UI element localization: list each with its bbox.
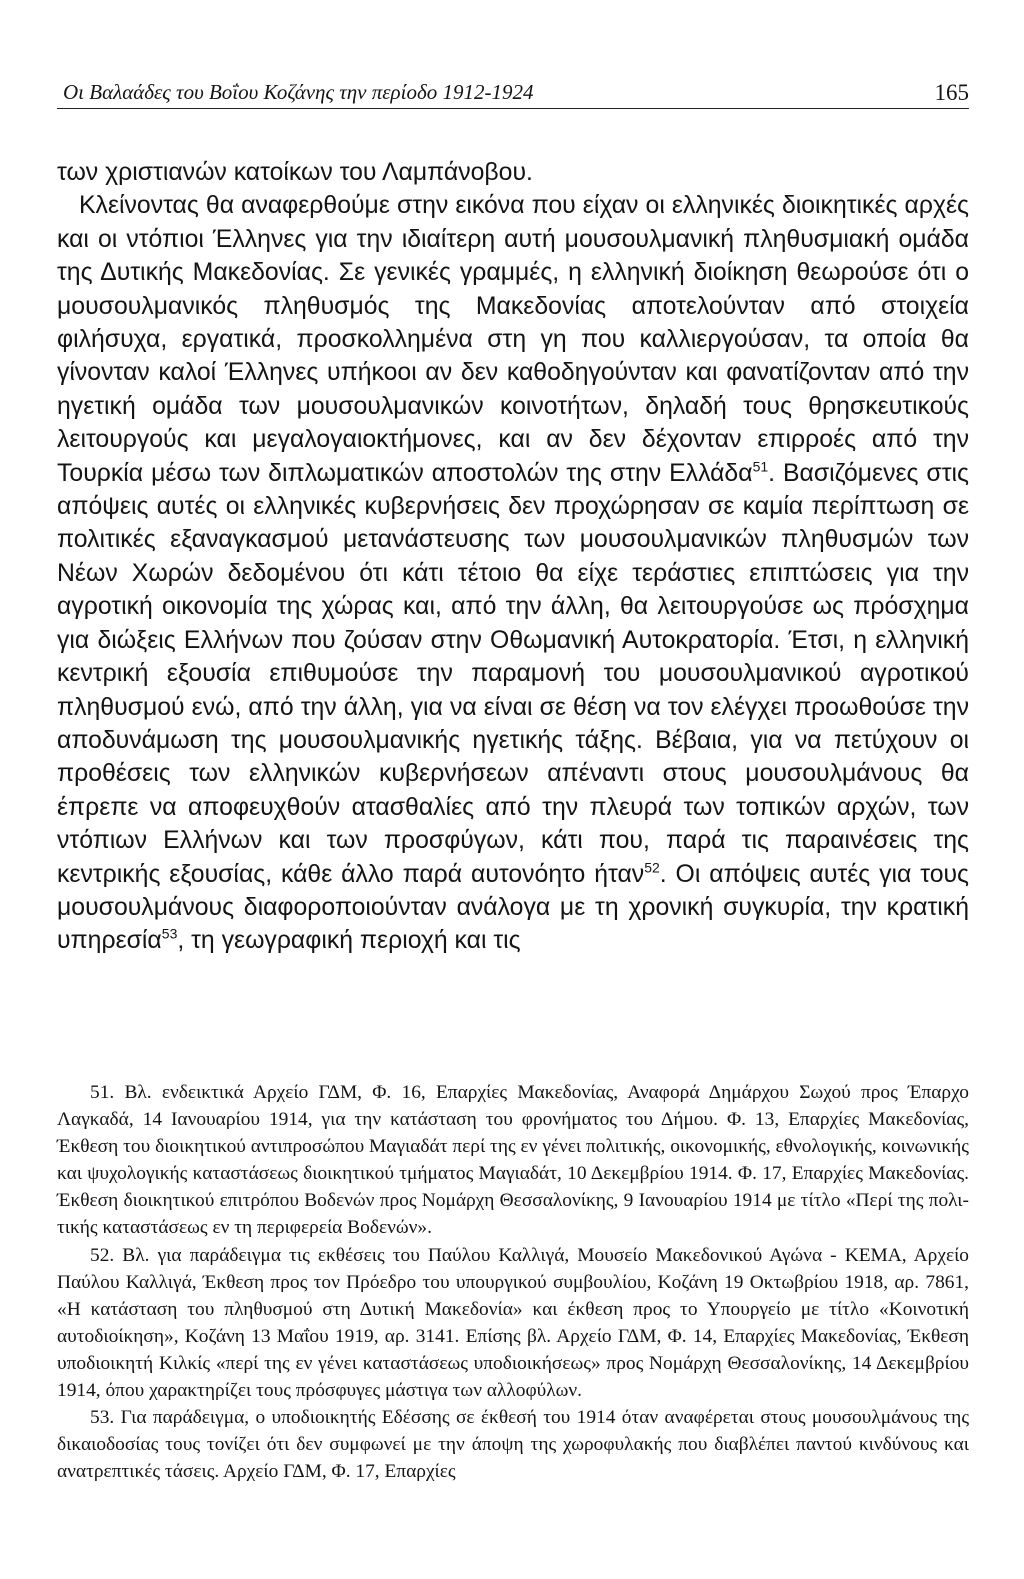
footnote-52: 52. Βλ. για παράδειγμα τις εκθέσεις του Παύλου Καλλιγά, Μουσείο Μακεδονικού Αγώνα - ΚΕΜΑ, Αρχείο Παύλου Καλλιγά, Έκθεση προς τον Πρόεδρο του υπουργικού συμβουλίου, Κοζάνη 19 Οκτωβρίου 1918, αρ. 7861, «Η κατάσταση του πληθυσμού στη Δυτική Μακεδονία» και έκθεση προς το Υπουργείο με τίτλο «Κοινοτική αυτοδιοίκηση», Κοζάνη 13 Μαΐου 1919, αρ. 3141. Επίσης βλ. Αρχείο ΓΔΜ, Φ. 14, Επαρχίες Μακεδονίας, Έκθεση υποδιοικητή Κιλκίς «περί της εν γένει καταστάσεως υποδιοικήσεως» προς Νομάρχη Θεσσαλονίκης, 14 Δεκεμβρίου 1914, όπου χαρακτηρίζει τους πρόσφυγες μάστιγα των αλλοφύλων. <box>57 1244 969 1402</box>
footnote-ref-53[interactable]: 53 <box>161 926 178 943</box>
header-rule <box>57 108 969 109</box>
paragraph-text: , τη γεωγραφική περιοχή και τις <box>177 927 521 955</box>
footnote-53: 53. Για παράδειγμα, ο υποδιοικητής Εδέσσης σε έκθεσή του 1914 όταν αναφέρεται στους μουσουλμάνους της δικαιοδοσίας τους τονίζει ότι δεν συμφωνεί με την άποψη της χωροφυλακής που διαβλέπει παντού κινδύνους και ανατρεπτικές τάσεις. Αρχείο ΓΔΜ, Φ. 17, Επαρχίες <box>57 1407 969 1483</box>
body-text <box>57 156 969 958</box>
paragraph-continuation: των χριστιανών κατοίκων του Λαμπάνοβου. <box>57 159 533 186</box>
paragraph-text: Κλείνοντας θα αναφερθούμε στην εικόνα που είχαν οι ελληνικές διοικητικές αρχές και οι ντόπιοι Έλληνες για την ιδιαίτερη αυτή μουσουλμανική πληθυσμιακή ομάδα της Δυτικής Μακεδονίας. Σε γενικές γραμμές, η ελληνική διοίκηση θεωρούσε ότι ο μουσουλμανικός πληθυσμός της Μακεδονίας αποτελούνταν από στοιχεία φιλήσυχα, εργατικά, προσκολλημένα στη γη που καλλιεργούσαν, τα οποία θα γίνονταν καλοί Έλληνες υπήκοοι αν δεν καθοδηγούνταν και φανατίζονταν από την ηγετική ομάδα των μουσουλμανικών κοινοτήτων, δηλαδή τους θρησκευτικούς λειτουργούς και μεγαλογαιοκτήμονες, και αν δεν δέχονταν επιρροές από την Τουρκία μέσω των διπλωματικών αποστολών της στην Ελλάδα <box>57 192 969 487</box>
footnotes <box>57 1079 969 1485</box>
running-header <box>57 70 969 110</box>
footnote-51: 51. Βλ. ενδεικτικά Αρχείο ΓΔΜ, Φ. 16, Επαρχίες Μακεδονίας, Αναφορά Δημάρχου Σωχού προς Έπαρχο Λαγκαδά, 14 Ιανουαρίου 1914, για την κατάσταση του φρονήματος του Δήμου. Φ. 13, Επαρχίες Μακεδονίας, Έκθεση του διοικητικού αντιπροσώπου Μαγιαδάτ περί της εν γένει πολιτικής, οικονομικής, εθνολογικής, κοινωνικής και ψυχολογικής καταστάσεως διοικητικού τμήματος Μαγιαδάτ, 10 Δεκεμβρίου 1914. Φ. 17, Επαρχίες Μακεδονίας. Έκθεση διοικητικού επιτρόπου Βοδενών προς Νομάρχη Θεσσαλονίκης, 9 Ιανουαρίου 1914 με τίτλο «Περί της πολιτικής καταστάσεως εν τη περιφερεία Βοδενών». <box>57 1082 969 1239</box>
paragraph-main <box>57 189 969 957</box>
footnote-ref-51[interactable]: 51 <box>752 458 769 475</box>
paragraph-text: . Βασιζόμενες στις απόψεις αυτές οι ελληνικές κυβερνήσεις δεν προχώρησαν σε καμία περίπτωση σε πολιτικές εξαναγκασμού μετανάστευσης των μουσουλμανικών πληθυσμών των Νέων Χωρών δεδομένου ότι κάτι τέτοιο θα είχε τεράστιες επιπτώσεις για την αγροτική οικονομία της χώρας και, από την άλλη, θα λειτουργούσε ως πρόσχημα για διώξεις Ελλήνων που ζούσαν στην Οθωμανική Αυτοκρατορία. Έτσι, η ελληνική κεντρική εξουσία επιθυμούσε την παραμονή του μουσουλμανικού αγροτικού πληθυσμού ενώ, από την άλλη, για να είναι σε θέση να τον ελέγχει προωθούσε την αποδυνάμωση της μουσουλμανικής ηγετικής τάξης. Βέβαια, για να πετύχουν οι προθέσεις των ελληνικών κυβερνήσεων απέναντι στους μουσουλμάνους θα έπρεπε να αποφευχθούν ατασθαλίες από την πλευρά των τοπικών αρχών, των ντόπιων Ελλήνων και των προσφύγων, κάτι που, παρά τις παραινέσεις της κεντρικής εξουσίας, κάθε άλλο παρά αυτονόητο ήταν <box>57 459 969 888</box>
footnote-ref-52[interactable]: 52 <box>644 859 660 876</box>
page-number: 165 <box>934 80 969 105</box>
running-title: Οι Βαλαάδες του Βοΐου Κοζάνης την περίοδο 1912-1924 <box>63 80 534 104</box>
paragraph-text: . Οι απόψεις αυτές για τους μουσουλμάνους διαφοροποιούνταν ανάλογα με τη χρονική συγκυρία, την κρατική υπηρεσία <box>57 860 969 955</box>
